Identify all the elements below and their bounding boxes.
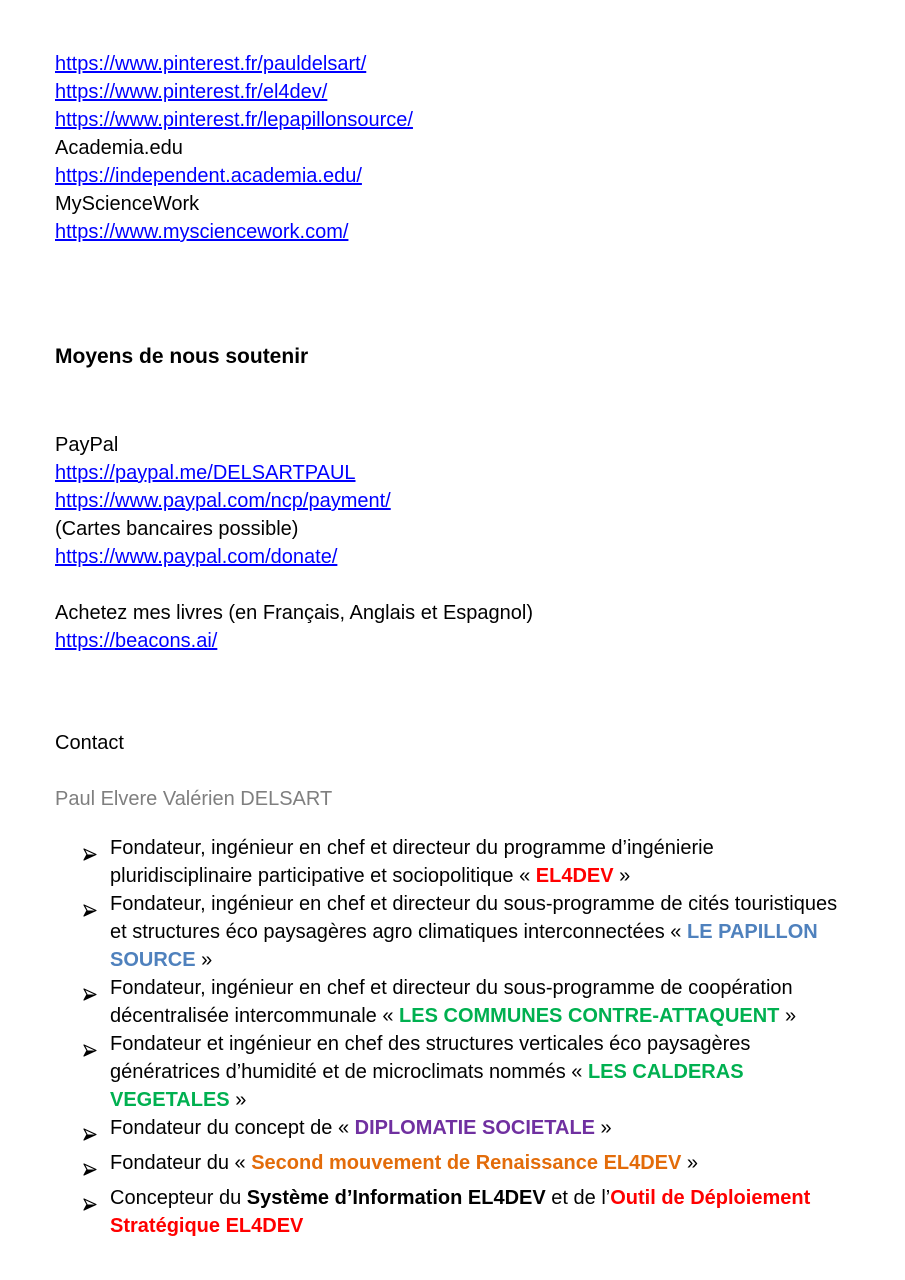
bullet-segment: décentralisée intercommunale « <box>110 1005 400 1027</box>
list-item <box>83 890 895 974</box>
bullet-segment: Fondateur, ingénieur en chef et directeur du sous-programme de cités touristiques <box>110 893 838 915</box>
cards-note: (Cartes bancaires possible) <box>55 518 299 540</box>
bullet-segment: » <box>229 1089 247 1111</box>
paypal-label: PayPal <box>55 434 119 456</box>
bullet-segment: Fondateur et ingénieur en chef des structures verticales éco paysagères <box>110 1033 751 1055</box>
bullet-text <box>110 974 895 1030</box>
bullet-arrow-icon <box>83 890 110 974</box>
el4dev-term: EL4DEV <box>535 865 614 887</box>
list-item <box>83 1030 895 1114</box>
list-item <box>83 1114 895 1149</box>
systeme-information-term: Système d’Information EL4DEV <box>246 1187 546 1209</box>
link-pinterest-pauldelsart[interactable]: https://www.pinterest.fr/pauldelsart/ <box>55 53 367 75</box>
paypal-block <box>55 431 895 571</box>
bullet-segment: » <box>779 1005 797 1027</box>
bullet-segment: génératrices d’humidité et de microclimats nommés « <box>110 1061 588 1083</box>
bullet-segment: Fondateur, ingénieur en chef et directeur du sous-programme de coopération <box>110 977 793 999</box>
bullet-arrow-icon <box>83 1149 110 1184</box>
bullet-text <box>110 1114 895 1149</box>
books-label: Achetez mes livres (en Français, Anglais et Espagnol) <box>55 602 533 624</box>
link-pinterest-el4dev[interactable]: https://www.pinterest.fr/el4dev/ <box>55 81 328 103</box>
bullet-segment: Fondateur, ingénieur en chef et directeur du programme d’ingénierie <box>110 837 714 859</box>
books-block <box>55 599 895 655</box>
communes-term: LES COMMUNES CONTRE-ATTAQUENT <box>399 1005 780 1027</box>
list-item <box>83 834 895 890</box>
bullet-segment: et structures éco paysagères agro climatiques interconnectées « <box>110 921 687 943</box>
list-item <box>83 1184 895 1240</box>
bullet-arrow-icon <box>83 1184 110 1240</box>
bullet-text <box>110 1149 895 1184</box>
bullet-segment: Fondateur du concept de « <box>110 1117 355 1139</box>
roles-bullet-list <box>55 834 895 1240</box>
bullet-segment: Concepteur du <box>110 1187 247 1209</box>
bullet-segment: » <box>595 1117 612 1139</box>
bullet-segment: » <box>681 1152 699 1174</box>
bullet-text <box>110 834 895 890</box>
link-academia[interactable]: https://independent.academia.edu/ <box>55 165 362 187</box>
list-item <box>83 974 895 1030</box>
renaissance-term: Second mouvement de Renaissance EL4DEV <box>251 1152 682 1174</box>
calderas-term: VEGETALES <box>110 1089 230 1111</box>
mysciencework-label: MyScienceWork <box>55 193 200 215</box>
papillon-source-term: LE PAPILLON <box>686 921 818 943</box>
link-mysciencework[interactable]: https://www.mysciencework.com/ <box>55 221 349 243</box>
list-item <box>83 1149 895 1184</box>
outil-deploiement-term: Stratégique EL4DEV <box>110 1215 304 1237</box>
bullet-segment: et de l’ <box>545 1187 611 1209</box>
bullet-text <box>110 1030 895 1114</box>
bullet-segment: Fondateur du « <box>110 1152 252 1174</box>
link-pinterest-lepapillonsource[interactable]: https://www.pinterest.fr/lepapillonsource/ <box>55 109 413 131</box>
outil-deploiement-term: Outil de Déploiement <box>610 1187 811 1209</box>
social-links-block <box>55 50 895 246</box>
link-paypal-me[interactable]: https://paypal.me/DELSARTPAUL <box>55 462 356 484</box>
bullet-arrow-icon <box>83 1030 110 1114</box>
bullet-segment: pluridisciplinaire participative et sociopolitique « <box>110 865 536 887</box>
support-heading: Moyens de nous soutenir <box>55 345 309 368</box>
calderas-term: LES CALDERAS <box>587 1061 744 1083</box>
bullet-text <box>110 1184 895 1240</box>
contact-heading: Contact <box>55 732 124 754</box>
link-paypal-donate[interactable]: https://www.paypal.com/donate/ <box>55 546 338 568</box>
bullet-text <box>110 890 895 974</box>
bullet-arrow-icon <box>83 974 110 1030</box>
diplomatie-term: DIPLOMATIE SOCIETALE <box>354 1117 595 1139</box>
bullet-segment: » <box>195 949 213 971</box>
link-beacons[interactable]: https://beacons.ai/ <box>55 630 218 652</box>
bullet-arrow-icon <box>83 834 110 890</box>
academia-label: Academia.edu <box>55 137 183 159</box>
bullet-segment: » <box>613 865 631 887</box>
contact-name: Paul Elvere Valérien DELSART <box>55 788 333 810</box>
papillon-source-term: SOURCE <box>110 949 196 971</box>
bullet-arrow-icon <box>83 1114 110 1149</box>
link-paypal-ncp-payment[interactable]: https://www.paypal.com/ncp/payment/ <box>55 490 391 512</box>
